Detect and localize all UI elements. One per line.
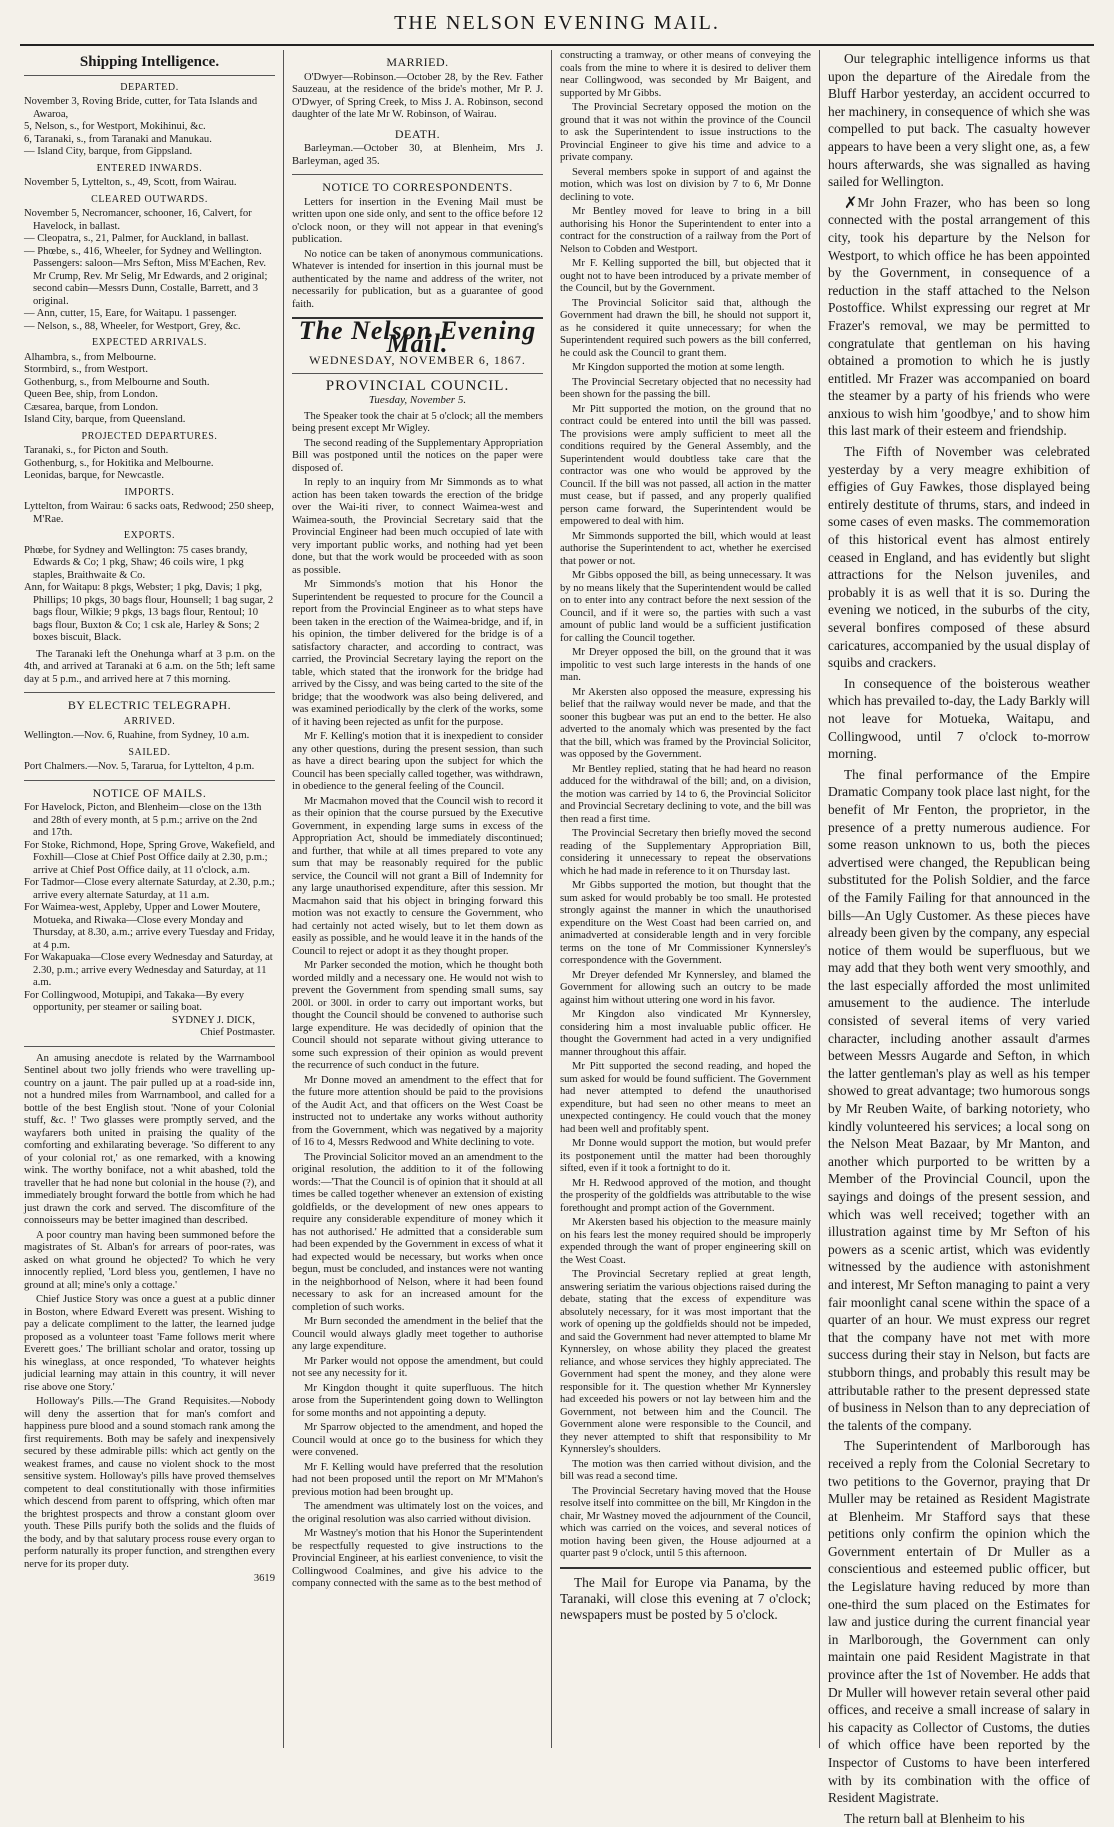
- divider: [292, 174, 543, 175]
- council-paragraph: Mr Bentley moved for leave to bring in a bill authorising his Honor the Superintendent to enter into a contract for the construction of a railway from the Port of Nelson to Cobden and Westport.: [560, 206, 811, 255]
- mail-notice: The Mail for Europe via Panama, by the Taranaki, will close this evening at 7 o'clock; newspapers must be posted by 5 o'clock.: [560, 1574, 811, 1622]
- council-paragraph: Mr Parker seconded the motion, which he thought both worded mildly and a necessary one. He would not wish to prevent the Government from spending small sums, say 200l. or 300l. in order to carry out important works, but thought the Council should be convened to authorise such large expenditure. He was decidedly of opinion that the Council should not separate without giving utterance to some such expression of their opinion as would prevent the recurrence of such conduct in the future.: [292, 960, 543, 1071]
- news-paragraph: The return ball at Blenheim to his: [844, 1810, 1025, 1826]
- shipping-entry: Gothenburg, s., for Hokitika and Melbourne.: [24, 457, 214, 469]
- council-paragraph: Mr Pitt supported the second reading, and hoped the sum asked for would be found sufficient. The Government had never attempted to defend the unauthorised expenditure, but had seen no other means to meet an unexpected contingency. He could vouch that the money had been well and profitably spent.: [560, 1061, 811, 1135]
- shipping-entry: Island City, barque, from Queensland.: [24, 414, 186, 425]
- divider: [24, 75, 275, 76]
- section-heading: EXPECTED ARRIVALS.: [91, 337, 208, 348]
- council-paragraph: Mr Macmahon moved that the Council wish to record it as their opinion that the course pursued by the Executive Government, in expending large sums in excess of the Appropriation Act, should be immediately discontinued; and further, that while at all times prepared to vote any sum that may be reasonably required for the public service, the Council will not grant a Bill of Indemnity for any large unauthorised expenditure, after this session. Mr Macmahon said that his object in bringing forward this motion was not exactly to censure the Government, who had certainly not acted wisely, but to let them down as easily as possible, and he would leave it in the hands of the Council to reject or adopt it as they thought proper.: [292, 795, 543, 957]
- death-title: DEATH.: [394, 126, 441, 141]
- shipping-expected: [24, 337, 275, 427]
- shipping-entry: Gothenburg, s., from Melbourne and South.: [24, 376, 210, 388]
- divider: [24, 692, 275, 693]
- divider: [24, 1046, 275, 1047]
- shipping-entry: Lyttelton, from Wairau: 6 sacks oats, Redwood; 250 sheep, M'Rae.: [24, 501, 274, 525]
- mail-entry: For Stoke, Richmond, Hope, Spring Grove, Wakefield, and Foxhill—Close at Chief Post Office daily at 2.30, p.m.; arrive at Chief Post Office daily, at 11 o'clock, a.m.: [24, 839, 275, 876]
- shipping-entry: — Phœbe, s., 416, Wheeler, for Sydney and Wellington. Passengers: saloon—Mrs Sefton, Miss M'Eachen, Rev. Mr Crump, Rev. Mr Selig, Mr Edwards, and 2 original; second cabin—Messrs Dunn, Costalle, Barrett, and 3 original.: [24, 245, 268, 307]
- council-paragraph: Mr H. Redwood approved of the motion, and thought the prosperity of the goldfields was attributable to the wise forethought and prompt action of the Government.: [560, 1177, 811, 1214]
- death-notice: Barleyman.—October 30, at Blenheim, Mrs J. Barleyman, aged 35.: [292, 143, 543, 167]
- council-paragraph: The Provincial Solicitor said that, although the Government had drawn the bill, he should not support it, as he considered it quite unnecessary; for when the Superintendent required such powers as the bill conferred, he could ask the Council to grant them.: [560, 297, 811, 359]
- council-paragraph: Mr Dreyer opposed the bill, on the ground that it was impolitic to vest such large interests in the hands of one man.: [560, 647, 811, 683]
- shipping-entry: — Ann, cutter, 15, Eare, for Waitapu. 1 passenger.: [24, 308, 237, 319]
- telegraph-entry: Wellington.—Nov. 6, Ruahine, from Sydney, 10 a.m.: [24, 730, 250, 741]
- postmaster-title: Chief Postmaster.: [200, 1027, 275, 1038]
- news-paragraph: [828, 194, 1090, 440]
- divider: [560, 1567, 811, 1569]
- column-2: [284, 50, 552, 1748]
- news-paragraph: Our telegraphic intelligence informs us that upon the departure of the Airedale from the Bluff Harbor yesterday, an accident occurred to her machinery, in consequence of which she was compelled to put back. The casualty however appears to have been a very slight one, as, a few hours afterwards, she was signalled as having sailed for Wellington.: [828, 51, 1090, 190]
- news-paragraph-text: Mr John Frazer, who has been so long connected with the postal arrangement of this city, took his departure by the Nelson for Westport, to which office he has been appointed by the Government, in consequence of a reduction in the staff attached to the Nelson Postoffice. Whilst expressing our regret at Mr Frazer's removal, we may be permitted to congratulate that gentleman on his having obtained a promotion to which he is justly entitled. Mr Frazer was accompanied on board the steamer by a party of his friends who were anxious to wish him 'goodbye,' and to show him this last mark of their esteem and friendship.: [828, 194, 1090, 439]
- council-paragraph: The motion was then carried without division, and the bill was read a second time.: [560, 1458, 811, 1482]
- correspondents-paragraph: Letters for insertion in the Evening Mail must be written upon one side only, and sent to the office before 12 o'clock noon, or they will not appear in that evening's publication.: [292, 196, 543, 245]
- mails-title: NOTICE OF MAILS.: [92, 785, 207, 800]
- shipping-departed: [24, 82, 275, 159]
- shipping-entry: Leonidas, barque, for Newcastle.: [24, 470, 165, 481]
- council-paragraph: constructing a tramway, or other means of conveying the coals from the mine to where it is desired to deliver them near Collingwood, was seconded by Mr Baigent, and supported by Mr Gibbs.: [560, 50, 811, 99]
- section-heading: DEPARTED.: [120, 81, 179, 93]
- council-paragraph: Mr Parker would not oppose the amendment, but could not see any necessity for it.: [292, 1355, 543, 1379]
- council-paragraph: Mr Bentley replied, stating that he had heard no reason adduced for the withdrawal of the bill; and, on a division, the motion was carried by 14 to 6, the Provincial Solicitor and Provincial Secretary declining to vote, and the bill was then read a first time.: [560, 763, 811, 825]
- news-paragraph: The final performance of the Empire Dramatic Company took place last night, for the benefit of Mr Fenton, the proprietor, in the presence of a pretty numerous audience. For some reason unknown to us, both the pieces advertised were changed, the Republican being substituted for the Polish Soldier, and the farce of the Family Failing for that announced in the bills—An Ugly Customer. As these pieces have already been given by the company, any especial notice of them would be superfluous, but we may add that they both went very smoothly, and the last especially afforded the most unlimited amusement to the audience. The interlude consisted of several items of very varied character, including another assault d'armes between Messrs Augarde and Sefton, in which the latter gentleman's play as well as his temper showed to great advantage; two humorous songs by Mr Reuben Waite, of barking notoriety, who kindly volunteered his services; a local song on the Nelson Meat Bazaar, by Mr Manton, and another which purported to be written by a Member of the Provincial Council, upon the sayings and doings of the present session, and which was well received; together with an illustration against time by Mr Sefton of his powers as a scenic artist, which was evidently witnessed by the audience with astonishment and interest, Mr Sefton managing to paint a very fair moonlight canal scene within the space of a quarter of an hour. We must express our regret that the company have not met with more success during their stay in Nelson, but facts are stubborn things, and probably this result may be attributable rather to the present depressed state of business in Nelson than to any depreciation of the talents of the company.: [828, 766, 1090, 1433]
- council-paragraph: Mr Sparrow objected to the amendment, and hoped the Council would at once go to the business for which they were convened.: [292, 1422, 543, 1458]
- council-paragraph: Mr Simmonds's motion that his Honor the Superintendent be requested to procure for the Council a report from the Provincial Engineer as to what steps have been taken in the erection of the Waimea-bridge, and if, in his opinion, the timber delivered for the bridge is of a satisfactory character, and according to contract, was carried, the Provincial Secretary laying the report on the table, which stated that the ironwork for the bridge had arrived by the Cissy, and was being carted to the site of the bridge; that the woodwork was also being delivered, and was examined periodically by the clerk of the works, some of it having been rejected as unfit for the purpose.: [292, 579, 543, 728]
- council-paragraph: Mr Gibbs opposed the bill, as being unnecessary. It was by no means likely that the Superintendent would be called on to enter into any contract before the next session of the Council, and if it were so, the parties with such a vast amount of public land would be a sufficient justification for calling the Council together.: [560, 570, 811, 644]
- ad-number: 3619: [253, 1573, 275, 1584]
- council-paragraph: Mr Akersten based his objection to the measure mainly on his fears lest the money required should be improperly expended through the want of proper engineering skill on the West Coast.: [560, 1217, 811, 1266]
- council-paragraph: Mr F. Kelling would have preferred that the resolution had not been proposed until the report on Mr M'Mahon's previous motion had been brought up.: [292, 1461, 543, 1498]
- council-paragraph: Several members spoke in support of and against the motion, which was lost on division by 7 to 6, Mr Donne declining to vote.: [560, 166, 811, 203]
- news-paragraph: In consequence of the boisterous weather which has prevailed to-day, the Lady Barkly will not leave for Motueka, Waitapu, and Collingwood, until 7 o'clock to-morrow morning.: [828, 675, 1090, 762]
- columns: [16, 50, 1098, 1826]
- telegraph-entry: Port Chalmers.—Nov. 5, Tararua, for Lyttelton, 4 p.m.: [24, 761, 255, 772]
- council-report-part-1: [292, 411, 543, 1591]
- mail-entry: For Havelock, Picton, and Blenheim—close on the 13th and 28th of every month, at 5 p.m.; arrive on the 2nd and 17th.: [24, 802, 262, 838]
- section-heading: PROJECTED DEPARTURES.: [81, 430, 218, 442]
- correspondents-paragraph: No notice can be taken of anonymous communications. Whatever is intended for insertion in this journal must be authenticated by the name and address of the writer, not necessarily for publication, but as a guarantee of good faith.: [292, 248, 543, 310]
- masthead: THE NELSON EVENING MAIL.: [394, 12, 720, 34]
- council-report-part-2: [560, 50, 811, 1561]
- council-paragraph: Mr F. Kelling supported the bill, but objected that it ought not to have been introduced by a private member of the Council, but by the Government.: [560, 258, 811, 294]
- council-date: Tuesday, November 5.: [368, 394, 467, 406]
- council-paragraph: Mr Kingdon supported the motion at some length.: [572, 362, 785, 373]
- margin-mark-icon: ✗: [844, 194, 858, 212]
- shipping-entry: 6, Taranaki, s., from Taranaki and Manukau.: [24, 133, 212, 145]
- council-paragraph: In reply to an inquiry from Mr Simmonds as to what action has been taken towards the erection of the bridge over the Wai-iti river, to connect Waimea-west and Waimea-south, the Provincial Secretary said that the Provincial Engineer had been much occupied of late with very important public works, and nothing had yet been done, but that the work would be proceeded with as soon as possible.: [292, 477, 543, 576]
- married-title: MARRIED.: [386, 55, 449, 69]
- shipping-entry: — Island City, barque, from Gippsland.: [24, 146, 193, 157]
- telegraph-title: BY ELECTRIC TELEGRAPH.: [67, 698, 232, 712]
- news-paragraph: The Fifth of November was celebrated yesterday by a very meagre exhibition of effigies of Guy Fawkes, those displayed being entirely destitute of thrums, stars, and indeed in some cases of even masks. The commemoration of this historical event has almost entirely ceased in England, and has evidently but slight attractions for the Nelson juveniles, and probably it is as well that it is so. During the evening we noticed, in the suburbs of the city, several bonfires composed of these absurd caricatures, accompanied by the usual display of squibs and crackers.: [828, 444, 1090, 671]
- council-paragraph: Mr Simmonds supported the bill, which would at least authorise the Superintendent to act, whether he exercised that power or not.: [560, 530, 811, 567]
- council-paragraph: The Speaker took the chair at 5 o'clock; all the members being present except Mr Wigley.: [292, 410, 543, 434]
- mail-entry: For Collingwood, Motupipi, and Takaka—By every opportunity, per steamer or sailing boat.: [24, 989, 245, 1013]
- shipping-entry: Ann, for Waitapu: 8 pkgs, Webster; 1 pkg, Davis; 1 pkg, Phillips; 10 pkgs, 30 bags flour, Hounsell; 1 bag sugar, 2 bags flour, Wilkie; 9 pkgs, 13 bags flour, Rentoul; 10 bags flour, Buxton & Co; 1 csk ale, Harley & Sons; 2 boxes biscuit, Black.: [24, 582, 274, 643]
- council-paragraph: Mr Gibbs supported the motion, but thought that the sum asked for would probably be too small. He protested strongly against the manner in which the unauthorised expenditure on the West Coast had been carried on, and animadverted at considerable length and in very forcible terms on the tone of Mr Commissioner Kynnersley's correspondence with the Government.: [560, 880, 811, 966]
- shipping-entry: November 5, Lyttelton, s., 49, Scott, from Wairau.: [24, 177, 237, 188]
- council-paragraph: Mr Akersten also opposed the measure, expressing his belief that the railway would never be made, and that the sooner this bugbear was put an end to the better. He also adverted to the anomaly which was presented by the fact that the bill, which was framed by the Provincial Solicitor, was opposed by the Government.: [560, 686, 811, 760]
- section-heading: ENTERED INWARDS.: [96, 162, 203, 174]
- council-paragraph: The Provincial Secretary having moved that the House resolve itself into committee on the bill, Mr Kingdon in the chair, Mr Wastney moved the adjournment of the Council, which was carried on the voices, and several notices of motion having been given, the House adjourned at a quarter past 9 o'clock, until 5 this afternoon.: [560, 1485, 811, 1559]
- column-3: [552, 50, 820, 1748]
- shipping-entry: 5, Nelson, s., for Westport, Mokihinui, &c.: [24, 121, 206, 132]
- council-paragraph: Mr F. Kelling's motion that it is inexpedient to consider any other questions, during the present session, than such as have a direct bearing upon the subject for which the Council has been specially called together, was withdrawn, in obedience to the general feeling of the Council.: [292, 731, 543, 792]
- council-title: PROVINCIAL COUNCIL.: [325, 377, 510, 394]
- shipping-entry: — Nelson, s., 88, Wheeler, for Westport, Grey, &c.: [24, 320, 241, 332]
- masthead-rule: [20, 44, 1094, 46]
- mail-entry: For Tadmor—Close every alternate Saturday, at 2.30, p.m.; arrive every alternate Saturday, at 11 a.m.: [24, 877, 275, 901]
- council-paragraph: Mr Donne moved an amendment to the effect that for the future more attention should be paid to the provisions of the Audit Act, and that officers on the West Coast be instructed not to undertake any works without authority from the Government, which was negatived by a majority of 16 to 4, Messrs Redwood and White declining to vote.: [292, 1074, 543, 1148]
- taranaki-note: The Taranaki left the Onehunga wharf at 3 p.m. on the 4th, and arrived at Taranaki at 6 a.m. on the 5th; left same day at 5 p.m., and arrived here at 7 this morning.: [24, 648, 275, 685]
- council-paragraph: The Provincial Secretary replied at great length, answering seriatim the various objections raised during the debate, stating that the excess of expenditure was absolutely necessary, for it was most important that the work of opening up the goldfields should not be impeded, and said the Government had never attempted to blame Mr Kynnersley, on whose ability they placed the greatest reliance, and whose services they highly appreciated. The Government had spent the money, and they alone were responsible for it. The question whether Mr Kynnersley had exceeded his powers or not lay between him and the Government, not between him and the Council. The Government alone were responsible to the Council, and they never attempted to shift that responsibility to Mr Kynnersley's shoulders.: [560, 1269, 811, 1455]
- mail-entry: For Wakapuaka—Close every Wednesday and Saturday, at 2.30, p.m.; arrive every Wednesday and Saturday, at 11 a.m.: [24, 952, 273, 988]
- divider: [292, 373, 543, 374]
- council-paragraph: Mr Kingdon thought it quite superfluous. The hitch arose from the Superintendent going down to Wellington for some months and not appointing a deputy.: [292, 1382, 543, 1419]
- council-paragraph: The Provincial Secretary then briefly moved the second reading of the Supplementary Appropriation Bill, considering it unnecessary to repeat the observations which he had made in reference to it on Thursday last.: [560, 828, 811, 877]
- council-paragraph: The amendment was ultimately lost on the voices, and the original resolution was also carried without division.: [292, 1501, 543, 1525]
- shipping-imports: [24, 487, 275, 527]
- shipping-entry: Queen Bee, ship, from London.: [24, 389, 158, 400]
- shipping-title: Shipping Intelligence.: [79, 54, 220, 70]
- shipping-entry: Alhambra, s., from Melbourne.: [24, 351, 157, 363]
- council-paragraph: Mr Pitt supported the motion, on the ground that no contract could be entered into until the bill was passed. The provisions were amply sufficient to meet all the conditions required by the General Assembly, and the Superintendent would doubtless take care that the contractor was one who would be approved by the Council. If the bill was not passed, all action in the matter must cease, but if passed, and any properly qualified person came forward, the Superintendent would be empowered to deal with him.: [560, 403, 811, 527]
- divider: [24, 780, 275, 781]
- shipping-entry: November 5, Necromancer, schooner, 16, Calvert, for Havelock, in ballast.: [24, 208, 252, 232]
- council-paragraph: Mr Donne would support the motion, but would prefer its postponement until the matter had been thoroughly sifted, even if it took a fortnight to do it.: [560, 1138, 811, 1174]
- council-paragraph: The second reading of the Supplementary Appropriation Bill was postponed until the notices on the paper were disposed of.: [292, 437, 543, 474]
- shipping-entry: Taranaki, s., for Picton and South.: [24, 445, 169, 456]
- shipping-exports: [24, 530, 275, 645]
- mail-entry: For Waimea-west, Appleby, Upper and Lower Moutere, Motueka, and Riwaka—Close every Monday and Thursday, at 8.30, a.m.; arrive every Tuesday and Friday, at 4 p.m.: [24, 902, 275, 951]
- shipping-projected: [24, 431, 275, 483]
- anecdote-paragraph: Chief Justice Story was once a guest at a public dinner in Boston, where Edward Everett was present. Wishing to pay a delicate compliment to the latter, the learned judge proposed as a volunteer toast 'Fame follows merit where Everett goes.' The brilliant scholar and orator, tossing up his wineglass, at once responded, 'To whatever heights judicial learning may attain in this country, it will never rise above one Story.': [24, 1294, 275, 1393]
- council-paragraph: Mr Wastney's motion that his Honor the Superintendent be respectfully requested to give instructions to the Provincial Engineer, at his earliest convenience, to visit the Collingwood Coalmines, and give his advice to the company connected with the same as to the best method of: [292, 1528, 543, 1589]
- council-paragraph: The Provincial Secretary opposed the motion on the ground that it was not within the province of the Council to ask the Superintendent to issue instructions to the Provincial Engineer to give his time and advice to a private company.: [560, 102, 811, 163]
- section-heading: EXPORTS.: [123, 530, 176, 541]
- section-heading: SAILED.: [128, 746, 171, 758]
- correspondents-title: NOTICE TO CORRESPONDENTS.: [322, 180, 513, 194]
- shipping-entered: [24, 163, 275, 190]
- postmaster-signature: SYDNEY J. DICK,: [171, 1014, 255, 1026]
- anecdote-paragraph: An amusing anecdote is related by the Warrnambool Sentinel about two jolly friends who were travelling up-country on a jaunt. The pair pulled up at a road-side inn, not a hundred miles from Warrnambool, and called for a bottle of the best English stout. 'None of your Colonial stuff, &c. !' Two glasses were promptly served, and the wayfarers both united in praising the quality of the comforting and exhilarating beverage. 'So different to any of your colonial rot,' as one remarked, with a knowing wink. The worthy boniface, not a whit abashed, told the traveller that he had none but colonial in the house (?), and immediately brought forward the bottle from which he had just drawn the cork and served. The discomfiture of the connoisseurs may be better imagined than described.: [24, 1052, 275, 1226]
- section-heading: IMPORTS.: [124, 486, 175, 498]
- shipping-entry: Phœbe, for Sydney and Wellington: 75 cases brandy, Edwards & Co; 1 pkg, Shaw; 46 coils wire, 1 pkg staples, Braithwaite & Co.: [24, 544, 248, 581]
- anecdote-paragraph: A poor country man having been summoned before the magistrates of St. Alban's for arrears of poor-rates, was asked on what ground he objected? To which he very innocently replied, 'Lord bless you, gentlemen, I have no ground at all; mine's only a cottage.': [24, 1229, 275, 1291]
- council-paragraph: Mr Dreyer defended Mr Kynnersley, and blamed the Government for allowing such an outcry to be made against him without uttering one word in his favor.: [560, 969, 811, 1006]
- shipping-entry: — Cleopatra, s., 21, Palmer, for Auckland, in ballast.: [24, 233, 249, 244]
- council-paragraph: The Provincial Secretary objected that no necessity had been shown for the passing the bill.: [560, 376, 811, 400]
- news-paragraph: The Superintendent of Marlborough has received a reply from the Colonial Secretary to two petitions to the Governor, praying that Dr Muller may be retained as Resident Magistrate at Blenheim. Mr Stafford says that these petitions only confirm the opinion which the Government entertain of Dr Muller as a conscientious and esteemed public officer, but the Legislature having reduced by more than one-third the sum placed on the Estimates for law and justice during the current financial year in Marlborough, the Government can only maintain one paid Resident Magistrate in that province after the 1st of November. He adds that Dr Muller will however retain several other paid offices, and receive a small increase of salary in his capacity as Collector of Customs, the duties of which office have been reported by the Inspector of Customs to have been interfered with by its combination with the office of Resident Magistrate.: [828, 1438, 1090, 1806]
- council-paragraph: The Provincial Solicitor moved an an amendment to the original resolution, the addition to it of the following words:—'That the Council is of opinion that it should at all times be called together whenever an extension of existing goldfields, or the development of new ones appears to require any considerable expenditure of money which it has not authorised.' He admitted that a considerable sum had been expended by the Government in excess of what it had expected would be necessary, but works when once begun, must be concluded, and instances were not wanting in the neighborhood of Nelson, where it had been found necessary to ask for an increased amount for the completion of such works.: [292, 1151, 543, 1313]
- section-heading: CLEARED OUTWARDS.: [91, 193, 208, 205]
- council-paragraph: Mr Kingdon also vindicated Mr Kynnersley, considering him a most invaluable public officer. He thought the Government had acted in a very undignified manner throughout this affair.: [560, 1009, 811, 1058]
- section-heading: ARRIVED.: [123, 715, 176, 727]
- shipping-entry: November 3, Roving Bride, cutter, for Tata Islands and Awaroa,: [24, 96, 258, 120]
- shipping-cleared: [24, 194, 275, 334]
- paper-date: WEDNESDAY, NOVEMBER 6, 1867.: [309, 353, 526, 367]
- married-notice: O'Dwyer—Robinson.—October 28, by the Rev. Father Sauzeau, at the residence of the bride's mother, Mr P. J. O'Dwyer, of Spring Creek, to Miss J. A. Robinson, second daughter of the late Mr W. Robinson, of Wairau.: [292, 71, 543, 120]
- advertisement-paragraph: Holloway's Pills.—The Grand Requisites.—Nobody will deny the assertion that for man's comfort and happiness pure blood and a sound stomach rank among the first requirements. Both may be safely and inexpensively secured by these admirable pills: which act gently on the weakest frames, and cause no violent shock to the most sensitive system. Holloway's pills have proved themselves competent to deal constitutionally with those infirmities which descend from parent to offspring, which often mar the brightest prospects and throw a constant gloom over youth. These Pills purify both the solids and the fluids of the body, and by that salutary process rouse every organ to perform naturally its proper function, and strengthen every nerve for its proper duty.: [24, 1396, 275, 1570]
- column-4: [820, 50, 1098, 1826]
- shipping-entry: Stormbird, s., from Westport.: [24, 364, 149, 375]
- paper-title: The Nelson Evening Mail.: [298, 316, 537, 358]
- column-1: [16, 50, 284, 1748]
- council-paragraph: Mr Burn seconded the amendment in the belief that the Council would always gladly meet together to authorise any large expenditure.: [292, 1316, 543, 1352]
- shipping-entry: Cæsarea, barque, from London.: [24, 401, 159, 413]
